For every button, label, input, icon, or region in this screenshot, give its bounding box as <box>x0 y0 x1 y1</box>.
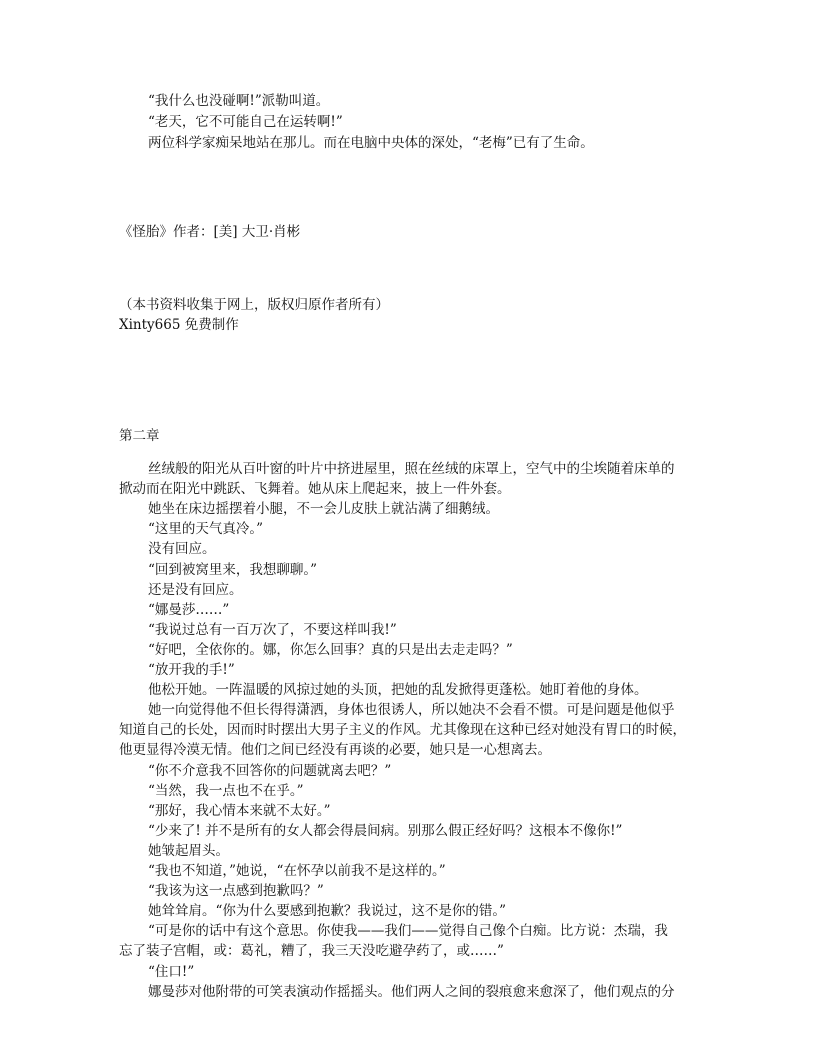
paragraph-line: 没有回应。 <box>148 541 216 558</box>
paragraph-line: “我说过总有一百万次了，不要这样叫我!” <box>148 621 397 638</box>
paragraph-line: 她一向觉得他不但长得得潇洒，身体也很诱人，所以她决不会看不惯。可是问题是他似乎 <box>148 702 675 719</box>
paragraph-line: “我什么也没碰啊!”派勒叫道。 <box>148 93 330 109</box>
maker-note: Xinty665 免费制作 <box>119 317 239 333</box>
paragraph-line: 两位科学家痴呆地站在那儿。而在电脑中央体的深处，“老梅”已有了生命。 <box>148 135 594 151</box>
paragraph-line: 他松开她。一阵温暖的风掠过她的头顶，把她的乱发掀得更蓬松。她盯着他的身体。 <box>148 682 648 699</box>
chapter-title: 第二章 <box>119 428 160 444</box>
paragraph-line: “住口!” <box>148 963 195 980</box>
paragraph-line: “当然，我一点也不在乎。” <box>148 782 304 799</box>
paragraph-line: “娜曼莎……” <box>148 601 230 618</box>
source-note: （本书资料收集于网上，版权归原作者所有） <box>119 297 389 313</box>
paragraph-line: “回到被窝里来，我想聊聊。” <box>148 561 318 578</box>
paragraph-line: 知道自己的长处，因而时时摆出大男子主义的作风。尤其像现在这种已经对她没有胃口的时候， <box>119 722 686 739</box>
book-info: 《怪胎》作者：[美] 大卫·肖彬 <box>119 224 301 240</box>
paragraph-line: “放开我的手!” <box>148 662 235 678</box>
paragraph-line: 还是没有回应。 <box>148 581 243 598</box>
paragraph-line: “老天，它不可能自己在运转啊!” <box>148 114 343 130</box>
paragraph-line: 掀动而在阳光中跳跃、飞舞着。她从床上爬起来，披上一件外套。 <box>119 481 511 498</box>
paragraph-line: 丝绒般的阳光从百叶窗的叶片中挤进屋里，照在丝绒的床罩上，空气中的尘埃随着床单的 <box>148 461 675 477</box>
paragraph-line: “少来了! 并不是所有的女人都会得晨间病。别那么假正经好吗？这根本不像你!” <box>148 822 623 839</box>
paragraph-line: “这里的天气真冷。” <box>148 521 264 538</box>
paragraph-line: 他更显得冷漠无情。他们之间已经没有再谈的必要，她只是一心想离去。 <box>119 742 551 759</box>
paragraph-line: 她坐在床边摇摆着小腿，不一会儿皮肤上就沾满了细鹅绒。 <box>148 501 499 518</box>
paragraph-line: 娜曼莎对他附带的可笑表演动作摇摇头。他们两人之间的裂痕愈来愈深了，他们观点的分 <box>148 983 675 1000</box>
paragraph-line: “我该为这一点感到抱歉吗？” <box>148 883 324 900</box>
paragraph-line: “可是你的话中有这个意思。你使我——我们——觉得自己像个白痴。比方说：杰瑞，我 <box>148 923 668 940</box>
paragraph-line: “我也不知道，”她说，“在怀孕以前我不是这样的。” <box>148 863 446 879</box>
paragraph-line: 她耸耸肩。“你为什么要感到抱歉？我说过，这不是你的错。” <box>148 903 507 920</box>
paragraph-line: 忘了装子宫帽，或：葛礼，糟了，我三天没吃避孕药了，或……” <box>119 943 504 960</box>
paragraph-line: “那好，我心情本来就不太好。” <box>148 802 331 819</box>
paragraph-line: “好吧，全依你的。娜，你怎么回事？真的只是出去走走吗？” <box>148 641 513 658</box>
paragraph-line: 她皱起眉头。 <box>148 842 229 859</box>
paragraph-line: “你不介意我不回答你的问题就离去吧？” <box>148 762 392 779</box>
